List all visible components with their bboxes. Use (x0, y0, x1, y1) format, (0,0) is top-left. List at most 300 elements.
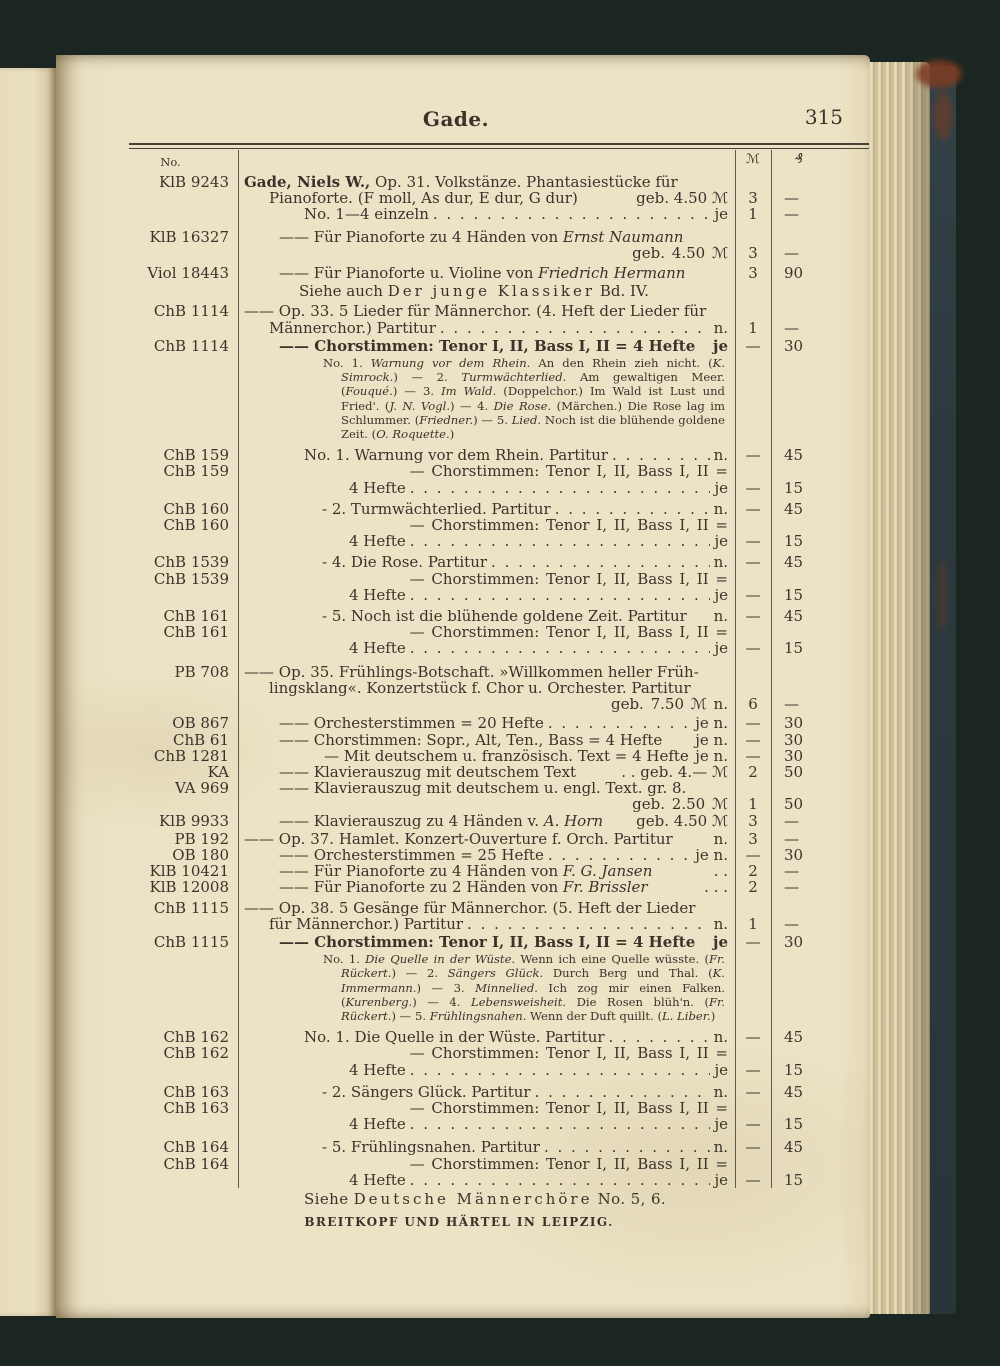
table-row (129, 338, 869, 354)
entry-left-text: — Chorstimmen: Tenor I, II, Bass I, II = (409, 1098, 728, 1117)
entry-right-text: je (714, 1060, 728, 1079)
catalog-number: Viol 18443 (147, 264, 229, 283)
price-pfennig (771, 1045, 827, 1061)
catalog-number: ChB 159 (163, 462, 229, 481)
price-pfennig: 15 (784, 532, 804, 551)
page-edges (870, 62, 932, 1314)
entry-left-text: 4 Hefte (349, 1170, 406, 1189)
price-pfennig: — (784, 878, 799, 897)
price-mark: — (745, 730, 761, 749)
catalog-number: KA (207, 762, 229, 781)
entry-left-text: - 5. Frühlingsnahen. Partitur (322, 1138, 540, 1157)
entry-left-text: Siehe auch Der junge Klassiker Bd. IV. (299, 282, 649, 301)
column-rule (771, 150, 772, 1188)
price-mark: — (745, 336, 761, 355)
entry-left-text: —— Klavierauszug mit deutschem u. engl. Text. gr. 8. (279, 779, 687, 798)
catalog-number: ChB 160 (163, 516, 229, 535)
entry-left-text: 4 Hefte (349, 639, 406, 658)
entry-right-text: je n. (695, 845, 728, 864)
table-row (129, 847, 869, 863)
entry-left-text: —— Chorstimmen: Tenor I, II, Bass I, II = 4 Hefte (279, 932, 696, 951)
entry-text (238, 265, 735, 281)
catalog-number: ChB 164 (163, 1154, 229, 1173)
entry-right-text: n. (713, 499, 728, 518)
price-mark (735, 950, 771, 1026)
price-mark: — (745, 532, 761, 551)
catalog-number: ChB 61 (172, 730, 229, 749)
table-row (129, 879, 869, 895)
table-row (129, 715, 869, 731)
price-mark: — (745, 499, 761, 518)
price-mark (735, 283, 771, 299)
price-pfennig: — (784, 829, 799, 848)
leader-dots (410, 587, 711, 603)
entry-right-text: geb. 4.50 ℳ (636, 189, 728, 208)
catalog-number: ChB 162 (163, 1044, 229, 1063)
entry-left-text: —— Chorstimmen: Tenor I, II, Bass I, II = 4 Hefte (279, 336, 696, 355)
catalog-number (129, 480, 238, 496)
entry-text (238, 624, 735, 640)
table-row (129, 696, 869, 712)
catalog-number: PB 708 (174, 662, 229, 681)
entry-right-text: je (714, 585, 728, 604)
entry-right-text: n. (713, 914, 728, 933)
catalog-number (129, 796, 238, 812)
catalog-number: KlB 16327 (149, 227, 229, 246)
price-pfennig: 45 (784, 1028, 804, 1047)
entry-left-text: — Mit deutschem u. französisch. Text = 4 Hefte (324, 746, 689, 765)
entry-left-text: - 2. Sängers Glück. Partitur (322, 1082, 531, 1101)
price-pfennig (771, 571, 827, 587)
table-row (129, 190, 869, 206)
entry-right-text: je (714, 478, 728, 497)
entry-text (238, 1116, 735, 1132)
entry-text (238, 1156, 735, 1172)
price-pfennig (771, 680, 827, 696)
entry-text (238, 732, 735, 748)
table-row (129, 206, 869, 222)
catalog-number: ChB 163 (163, 1098, 229, 1117)
table-row (129, 796, 869, 812)
price-mark: 1 (748, 318, 758, 337)
entry-left-text: —— Op. 37. Hamlet. Konzert-Ouverture f. Orch. Partitur (244, 829, 673, 848)
entry-left-text: - 2. Turmwächterlied. Partitur (322, 499, 551, 518)
leader-dots (433, 206, 711, 222)
table-header-row (129, 152, 869, 174)
catalog-number: ChB 1539 (153, 569, 229, 588)
table-row (129, 1100, 869, 1116)
price-pfennig: 30 (784, 336, 804, 355)
catalog-number (129, 587, 238, 603)
price-pfennig (771, 303, 827, 319)
price-pfennig (771, 517, 827, 533)
price-pfennig (771, 780, 827, 796)
cover-stain (936, 560, 948, 630)
price-mark: 2 (748, 762, 758, 781)
entry-right-text: n. (713, 553, 728, 572)
entry-left-text: —— Orchesterstimmen = 25 Hefte (279, 845, 544, 864)
table-row (129, 533, 869, 549)
entry-right-text: n. (713, 607, 728, 626)
entry-left-text: 4 Hefte (349, 478, 406, 497)
entry-left-text: - 5. Noch ist die blühende goldene Zeit. Partitur (322, 607, 687, 626)
price-mark: — (745, 585, 761, 604)
facing-page-edge (0, 68, 56, 1316)
catalog-number: ChB 160 (163, 499, 229, 518)
entry-text (238, 796, 735, 812)
price-mark (735, 174, 771, 190)
leader-dots (410, 1062, 711, 1078)
price-mark: — (745, 746, 761, 765)
entry-text (238, 1139, 735, 1155)
entry-left-text: — Chorstimmen: Tenor I, II, Bass I, II = (409, 1044, 728, 1063)
price-mark (735, 664, 771, 680)
entry-text (238, 640, 735, 656)
entry-left-text: —— Op. 33. 5 Lieder für Männerchor. (4. Heft der Lieder für (244, 302, 707, 321)
catalog-number (129, 1116, 238, 1132)
price-mark: — (745, 1060, 761, 1079)
table-row (129, 501, 869, 517)
entry-text (238, 501, 735, 517)
entry-text (238, 517, 735, 533)
entry-left-text: —— Chorstimmen: Sopr., Alt, Ten., Bass = 4 Hefte (279, 730, 663, 749)
table-row (129, 732, 869, 748)
table-row (129, 1116, 869, 1132)
price-mark (735, 1156, 771, 1172)
entry-left-text: — Chorstimmen: Tenor I, II, Bass I, II = (409, 1154, 728, 1173)
table-row (129, 354, 869, 444)
entry-left-text: — Chorstimmen: Tenor I, II, Bass I, II = (409, 462, 728, 481)
leader-dots (410, 533, 711, 549)
catalog-number (129, 696, 238, 712)
table-row (129, 1156, 869, 1172)
entry-left-text: —— Klavierauszug mit deutschem Text (279, 762, 577, 781)
entry-text (238, 680, 735, 696)
entry-text (238, 748, 735, 764)
entry-right-text: n. (713, 446, 728, 465)
leader-dots (467, 916, 710, 932)
entry-left-text: —— Orchesterstimmen = 20 Hefte (279, 714, 544, 733)
table-row (129, 320, 869, 336)
price-mark (735, 229, 771, 245)
price-pfennig: — (784, 243, 799, 262)
leader-dots (555, 501, 710, 517)
entry-right-text: n. (713, 1082, 728, 1101)
catalog-number (129, 320, 238, 336)
entry-text (238, 463, 735, 479)
entry-left-text: 4 Hefte (349, 1060, 406, 1079)
entry-right-text: n. (713, 1138, 728, 1157)
entry-text (238, 916, 735, 932)
price-pfennig: 45 (784, 1082, 804, 1101)
catalog-number: ChB 1114 (153, 336, 229, 355)
entry-text (238, 571, 735, 587)
price-mark: 3 (748, 829, 758, 848)
price-mark: 3 (748, 264, 758, 283)
table-row (129, 265, 869, 281)
price-mark: — (745, 553, 761, 572)
entry-right-text: je n. (695, 730, 728, 749)
price-pfennig: 45 (784, 446, 804, 465)
entry-left-text: —— Op. 38. 5 Gesänge für Männerchor. (5. Heft der Lieder (244, 898, 696, 917)
catalog-number: OB 180 (172, 845, 229, 864)
price-pfennig: — (784, 914, 799, 933)
price-pfennig (771, 1156, 827, 1172)
entry-left-text: Gade, Niels W., Op. 31. Volkstänze. Phantasiestücke für (244, 173, 678, 191)
table-row (129, 1139, 869, 1155)
catalog-number (129, 283, 238, 299)
column-rule (735, 150, 736, 1188)
leader-dots (410, 480, 711, 496)
entry-text (238, 1062, 735, 1078)
entry-right-text: n. (713, 318, 728, 337)
catalog-number: ChB 161 (163, 623, 229, 642)
entry-text (238, 303, 735, 319)
table-row (129, 916, 869, 932)
table-row (129, 664, 869, 680)
catalog-number (129, 1172, 238, 1188)
price-mark: 1 (748, 914, 758, 933)
table-row (129, 303, 869, 319)
entry-text (238, 533, 735, 549)
price-pfennig: 45 (784, 499, 804, 518)
leader-dots (548, 715, 691, 731)
entry-left-text: No. 1. Warnung vor dem Rhein. Partitur (304, 446, 609, 465)
catalog-number: VA 969 (174, 779, 229, 798)
cover-stain (934, 92, 952, 140)
price-pfennig: 45 (784, 553, 804, 572)
entry-left-text: — Chorstimmen: Tenor I, II, Bass I, II = (409, 623, 728, 642)
entry-text (238, 608, 735, 624)
price-pfennig: 30 (784, 845, 804, 864)
entry-right-text: je (713, 932, 728, 951)
price-mark (735, 1100, 771, 1116)
price-mark (735, 900, 771, 916)
entry-text (238, 900, 735, 916)
table-row (129, 283, 869, 299)
price-mark (735, 354, 771, 444)
entry-right-text: geb. 4.50 ℳ (636, 811, 728, 830)
price-pfennig: 15 (784, 585, 804, 604)
price-mark: 2 (748, 878, 758, 897)
book-page (56, 55, 870, 1318)
price-mark (735, 680, 771, 696)
entry-left-text: für Männerchor.) Partitur (269, 914, 464, 933)
price-mark (735, 624, 771, 640)
price-mark (735, 780, 771, 796)
entry-left-text: geb. 4.50 ℳ (632, 243, 728, 262)
entry-left-text: —— Für Pianoforte u. Violine von Friedrich Hermann (279, 264, 686, 283)
price-pfennig: — (784, 695, 799, 714)
leader-dots (410, 640, 711, 656)
table-row (129, 934, 869, 950)
table-row (129, 748, 869, 764)
leader-dots (535, 1084, 710, 1100)
leader-dots (410, 1116, 711, 1132)
table-header-no: No. (160, 155, 181, 169)
see-also-note: Siehe Deutsche Männerchöre No. 5, 6. (304, 1189, 667, 1208)
table-row (129, 463, 869, 479)
entry-right-text: je (714, 532, 728, 551)
entry-left-text: 4 Hefte (349, 585, 406, 604)
entry-left-text: - 4. Die Rose. Partitur (322, 553, 488, 572)
entry-left-text: —— Op. 35. Frühlings-Botschaft. »Willkommen heller Früh- (244, 662, 699, 681)
running-header (129, 103, 869, 143)
entry-left-text: —— Für Pianoforte zu 4 Händen von Ernst Naumann (279, 227, 684, 246)
table-row (129, 174, 869, 190)
leader-dots (440, 320, 710, 336)
catalog-number (129, 190, 238, 206)
catalog-number: KlB 9933 (159, 811, 229, 830)
entry-left-text: geb. 2.50 ℳ (632, 795, 728, 814)
price-mark: — (745, 607, 761, 626)
price-mark: 6 (748, 695, 758, 714)
entry-text (238, 863, 735, 879)
page-content (129, 103, 869, 1230)
catalog-number (129, 916, 238, 932)
catalog-number: ChB 1281 (153, 746, 229, 765)
entry-text (238, 1172, 735, 1188)
table-row (129, 608, 869, 624)
table-row (129, 1172, 869, 1188)
table-row (129, 447, 869, 463)
table-row (129, 680, 869, 696)
table-row (129, 764, 869, 780)
price-pfennig: 15 (784, 639, 804, 658)
catalog-number: ChB 164 (163, 1138, 229, 1157)
price-pfennig: 15 (784, 478, 804, 497)
catalog-number (129, 680, 238, 696)
leader-dots (544, 1139, 710, 1155)
entry-right-text: je (714, 1170, 728, 1189)
entry-left-text: No. 1. Die Quelle in der Wüste. Partitur (304, 1028, 605, 1047)
table-row (129, 587, 869, 603)
price-mark: 3 (748, 811, 758, 830)
price-pfennig (771, 354, 827, 444)
catalog-number: KlB 10421 (149, 862, 229, 881)
catalog-number: PB 192 (174, 829, 229, 848)
price-mark: 2 (748, 862, 758, 881)
entry-text: No. 1. Die Quelle in der Wüste. Wenn ich eine Quelle wüsste. (Fr. Rückert.) — 2. Sängers Glück. Durch Berg und Thal. (K. Immermann.) — 3. Minnelied. Ich zog mir einen Falken. (Kurenberg.) — 4. Lebensweisheit. Die Rosen blüh'n. (Fr. Rückert.) — 5. Frühlingsnahen. Wenn der Duft quillt. (L. Liber.) (323, 952, 725, 1023)
price-pfennig: 30 (784, 730, 804, 749)
entry-text (238, 831, 735, 847)
price-pfennig: 30 (784, 714, 804, 733)
cover-stain (916, 60, 962, 88)
table-row (129, 831, 869, 847)
entry-text (238, 1045, 735, 1061)
book-cover-edge (930, 66, 956, 1314)
catalog-number: ChB 159 (163, 446, 229, 465)
leader-dots (612, 447, 710, 463)
table-row (129, 813, 869, 829)
table-row (129, 863, 869, 879)
price-pfennig: 30 (784, 746, 804, 765)
table-row (129, 245, 869, 261)
catalog-number (129, 245, 238, 261)
price-pfennig: — (784, 205, 799, 224)
price-mark: — (745, 932, 761, 951)
entry-text (238, 715, 735, 731)
price-mark: 1 (748, 795, 758, 814)
entry-text (238, 229, 735, 245)
table-body (129, 174, 869, 1188)
catalog-table (129, 150, 869, 1188)
entry-text: No. 1. Warnung vor dem Rhein. An den Rhein zieh nicht. (K. Simrock.) — 2. Turmwächterlied. Am gewaltigen Meer. (Fouqué.) — 3. Im Wald. (Doppelchor.) Im Wald ist Lust und Fried'. (J. N. Vogl.) — 4. Die Rose. (Märchen.) Die Rose lag im Schlummer. (Friedner.) — 5. Lied. Noch ist die blühende goldene Zeit. (O. Roquette.) (323, 356, 725, 442)
price-mark: — (745, 446, 761, 465)
price-pfennig: — (784, 811, 799, 830)
price-pfennig: 45 (784, 1138, 804, 1157)
price-pfennig (771, 624, 827, 640)
table-row (129, 1029, 869, 1045)
entry-text (238, 283, 735, 299)
price-mark: — (745, 478, 761, 497)
entry-text (238, 780, 735, 796)
price-pfennig: 45 (784, 607, 804, 626)
entry-text (238, 480, 735, 496)
catalog-number (129, 1062, 238, 1078)
entry-left-text: No. 1—4 einzeln (304, 205, 429, 224)
table-row (129, 624, 869, 640)
catalog-number: KlB 12008 (149, 878, 229, 897)
entry-text (238, 1084, 735, 1100)
table-header-mark: ℳ (746, 152, 760, 167)
catalog-number: ChB 1114 (153, 302, 229, 321)
catalog-number (129, 640, 238, 656)
price-pfennig: 30 (784, 932, 804, 951)
leader-dots (410, 1172, 711, 1188)
price-pfennig (771, 229, 827, 245)
price-mark: 3 (748, 189, 758, 208)
table-header-pfennig: ₰ (794, 152, 804, 167)
price-mark: 3 (748, 243, 758, 262)
table-row (129, 480, 869, 496)
price-pfennig (771, 1100, 827, 1116)
price-mark (735, 1045, 771, 1061)
entry-text (238, 245, 735, 261)
entry-left-text: — Chorstimmen: Tenor I, II, Bass I, II = (409, 569, 728, 588)
price-mark: — (745, 1028, 761, 1047)
catalog-number: ChB 1115 (153, 932, 229, 951)
catalog-number (129, 950, 238, 1026)
entry-left-text: Pianoforte. (F moll, As dur, E dur, G dur) (269, 189, 578, 208)
table-row (129, 517, 869, 533)
price-pfennig: 15 (784, 1060, 804, 1079)
column-rule (238, 150, 239, 1188)
entry-left-text: geb. 7.50 ℳ n. (610, 695, 728, 714)
entry-right-text: je n. (695, 714, 728, 733)
table-row (129, 229, 869, 245)
entry-left-text: Männerchor.) Partitur (269, 318, 436, 337)
leader-dots (548, 847, 691, 863)
page-number: 315 (804, 105, 843, 129)
catalog-number: ChB 1539 (153, 553, 229, 572)
catalog-number: ChB 1115 (153, 898, 229, 917)
entry-text (238, 338, 735, 354)
price-pfennig: 50 (784, 762, 804, 781)
price-mark (735, 303, 771, 319)
entry-text (238, 696, 735, 712)
entry-right-text: n. (713, 1028, 728, 1047)
entry-text (238, 764, 735, 780)
entry-text (238, 320, 735, 336)
price-pfennig: — (784, 189, 799, 208)
entry-right-text: je (713, 336, 728, 355)
table-row (129, 900, 869, 916)
table-row (129, 950, 869, 1026)
page-title: Gade. (422, 107, 490, 131)
price-pfennig (771, 664, 827, 680)
entry-right-text: n. (713, 829, 728, 848)
